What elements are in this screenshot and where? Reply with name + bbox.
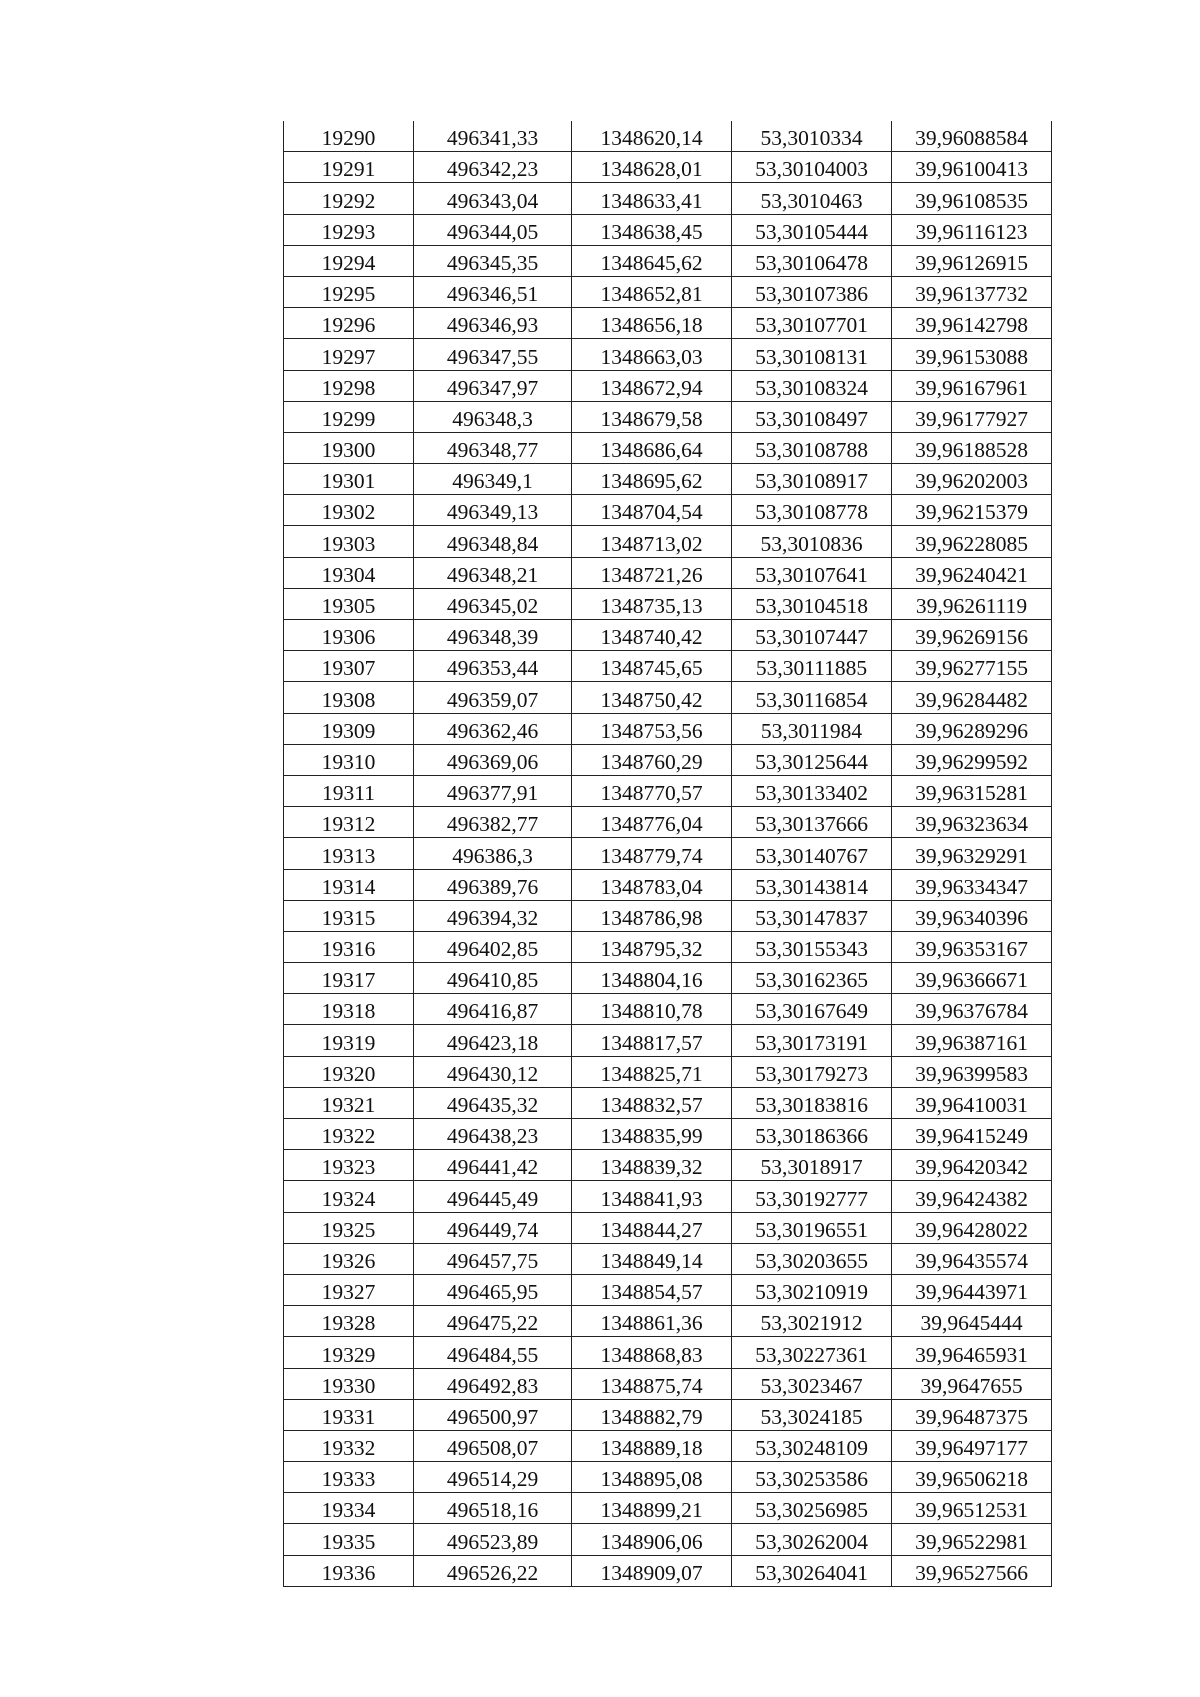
point-number-cell: 19316 [284, 931, 414, 962]
point-number-cell: 19290 [284, 121, 414, 152]
point-number-cell: 19334 [284, 1493, 414, 1524]
y-coordinate-cell: 1348721,26 [572, 557, 732, 588]
y-coordinate-cell: 1348740,42 [572, 620, 732, 651]
table-row [284, 1462, 1052, 1493]
table-row [284, 994, 1052, 1025]
longitude-cell: 39,96228085 [892, 526, 1052, 557]
y-coordinate-cell: 1348745,65 [572, 651, 732, 682]
latitude-cell: 53,30143814 [732, 869, 892, 900]
table-row [284, 713, 1052, 744]
latitude-cell: 53,3024185 [732, 1399, 892, 1430]
y-coordinate-cell: 1348760,29 [572, 744, 732, 775]
x-coordinate-cell: 496475,22 [414, 1306, 572, 1337]
x-coordinate-cell: 496346,93 [414, 308, 572, 339]
latitude-cell: 53,30108778 [732, 495, 892, 526]
latitude-cell: 53,3023467 [732, 1368, 892, 1399]
x-coordinate-cell: 496347,97 [414, 370, 572, 401]
longitude-cell: 39,96126915 [892, 245, 1052, 276]
latitude-cell: 53,3010463 [732, 183, 892, 214]
point-number-cell: 19313 [284, 838, 414, 869]
x-coordinate-cell: 496526,22 [414, 1555, 572, 1586]
table-row [284, 1399, 1052, 1430]
point-number-cell: 19295 [284, 276, 414, 307]
longitude-cell: 39,96512531 [892, 1493, 1052, 1524]
latitude-cell: 53,30210919 [732, 1274, 892, 1305]
latitude-cell: 53,30253586 [732, 1462, 892, 1493]
point-number-cell: 19325 [284, 1212, 414, 1243]
point-number-cell: 19306 [284, 620, 414, 651]
latitude-cell: 53,30108788 [732, 432, 892, 463]
latitude-cell: 53,30262004 [732, 1524, 892, 1555]
table-row [284, 807, 1052, 838]
longitude-cell: 39,96289296 [892, 713, 1052, 744]
longitude-cell: 39,96299592 [892, 744, 1052, 775]
table-row [284, 1524, 1052, 1555]
table-row [284, 1087, 1052, 1118]
latitude-cell: 53,3021912 [732, 1306, 892, 1337]
latitude-cell: 53,30183816 [732, 1087, 892, 1118]
x-coordinate-cell: 496410,85 [414, 963, 572, 994]
table-row [284, 432, 1052, 463]
longitude-cell: 39,96188528 [892, 432, 1052, 463]
latitude-cell: 53,30104003 [732, 152, 892, 183]
table-row [284, 1306, 1052, 1337]
latitude-cell: 53,30107447 [732, 620, 892, 651]
y-coordinate-cell: 1348704,54 [572, 495, 732, 526]
longitude-cell: 39,96399583 [892, 1056, 1052, 1087]
longitude-cell: 39,9645444 [892, 1306, 1052, 1337]
x-coordinate-cell: 496359,07 [414, 682, 572, 713]
longitude-cell: 39,96261119 [892, 588, 1052, 619]
latitude-cell: 53,30125644 [732, 744, 892, 775]
table-row [284, 557, 1052, 588]
x-coordinate-cell: 496369,06 [414, 744, 572, 775]
y-coordinate-cell: 1348645,62 [572, 245, 732, 276]
latitude-cell: 53,30196551 [732, 1212, 892, 1243]
point-number-cell: 19308 [284, 682, 414, 713]
latitude-cell: 53,30107641 [732, 557, 892, 588]
point-number-cell: 19300 [284, 432, 414, 463]
x-coordinate-cell: 496423,18 [414, 1025, 572, 1056]
point-number-cell: 19292 [284, 183, 414, 214]
y-coordinate-cell: 1348753,56 [572, 713, 732, 744]
x-coordinate-cell: 496435,32 [414, 1087, 572, 1118]
longitude-cell: 39,96269156 [892, 620, 1052, 651]
y-coordinate-cell: 1348810,78 [572, 994, 732, 1025]
y-coordinate-cell: 1348895,08 [572, 1462, 732, 1493]
x-coordinate-cell: 496377,91 [414, 775, 572, 806]
longitude-cell: 39,96100413 [892, 152, 1052, 183]
y-coordinate-cell: 1348889,18 [572, 1430, 732, 1461]
y-coordinate-cell: 1348849,14 [572, 1243, 732, 1274]
y-coordinate-cell: 1348695,62 [572, 464, 732, 495]
longitude-cell: 39,96323634 [892, 807, 1052, 838]
longitude-cell: 39,96334347 [892, 869, 1052, 900]
point-number-cell: 19321 [284, 1087, 414, 1118]
y-coordinate-cell: 1348672,94 [572, 370, 732, 401]
latitude-cell: 53,30256985 [732, 1493, 892, 1524]
latitude-cell: 53,30147837 [732, 900, 892, 931]
y-coordinate-cell: 1348825,71 [572, 1056, 732, 1087]
latitude-cell: 53,30192777 [732, 1181, 892, 1212]
table-row [284, 931, 1052, 962]
y-coordinate-cell: 1348875,74 [572, 1368, 732, 1399]
point-number-cell: 19298 [284, 370, 414, 401]
point-number-cell: 19301 [284, 464, 414, 495]
latitude-cell: 53,3011984 [732, 713, 892, 744]
point-number-cell: 19326 [284, 1243, 414, 1274]
table-row [284, 464, 1052, 495]
latitude-cell: 53,30173191 [732, 1025, 892, 1056]
table-row [284, 620, 1052, 651]
point-number-cell: 19312 [284, 807, 414, 838]
latitude-cell: 53,3010334 [732, 121, 892, 152]
coordinates-table [283, 121, 1052, 1587]
y-coordinate-cell: 1348783,04 [572, 869, 732, 900]
table-row [284, 121, 1052, 152]
y-coordinate-cell: 1348652,81 [572, 276, 732, 307]
x-coordinate-cell: 496342,23 [414, 152, 572, 183]
latitude-cell: 53,30162365 [732, 963, 892, 994]
table-row [284, 1493, 1052, 1524]
point-number-cell: 19327 [284, 1274, 414, 1305]
latitude-cell: 53,30108324 [732, 370, 892, 401]
point-number-cell: 19322 [284, 1119, 414, 1150]
y-coordinate-cell: 1348633,41 [572, 183, 732, 214]
latitude-cell: 53,30108497 [732, 401, 892, 432]
longitude-cell: 39,96366671 [892, 963, 1052, 994]
latitude-cell: 53,30107386 [732, 276, 892, 307]
longitude-cell: 39,96142798 [892, 308, 1052, 339]
coordinates-table-body [284, 121, 1052, 1586]
x-coordinate-cell: 496341,33 [414, 121, 572, 152]
table-row [284, 682, 1052, 713]
x-coordinate-cell: 496343,04 [414, 183, 572, 214]
table-row [284, 1181, 1052, 1212]
table-row [284, 401, 1052, 432]
latitude-cell: 53,30111885 [732, 651, 892, 682]
latitude-cell: 53,30116854 [732, 682, 892, 713]
point-number-cell: 19319 [284, 1025, 414, 1056]
y-coordinate-cell: 1348832,57 [572, 1087, 732, 1118]
x-coordinate-cell: 496362,46 [414, 713, 572, 744]
point-number-cell: 19310 [284, 744, 414, 775]
x-coordinate-cell: 496382,77 [414, 807, 572, 838]
x-coordinate-cell: 496441,42 [414, 1150, 572, 1181]
y-coordinate-cell: 1348909,07 [572, 1555, 732, 1586]
point-number-cell: 19320 [284, 1056, 414, 1087]
y-coordinate-cell: 1348776,04 [572, 807, 732, 838]
longitude-cell: 39,96202003 [892, 464, 1052, 495]
table-row [284, 1150, 1052, 1181]
longitude-cell: 39,96424382 [892, 1181, 1052, 1212]
table-row [284, 869, 1052, 900]
y-coordinate-cell: 1348620,14 [572, 121, 732, 152]
longitude-cell: 39,96527566 [892, 1555, 1052, 1586]
latitude-cell: 53,30227361 [732, 1337, 892, 1368]
x-coordinate-cell: 496484,55 [414, 1337, 572, 1368]
x-coordinate-cell: 496386,3 [414, 838, 572, 869]
y-coordinate-cell: 1348735,13 [572, 588, 732, 619]
table-row [284, 1119, 1052, 1150]
latitude-cell: 53,30179273 [732, 1056, 892, 1087]
y-coordinate-cell: 1348686,64 [572, 432, 732, 463]
x-coordinate-cell: 496465,95 [414, 1274, 572, 1305]
point-number-cell: 19328 [284, 1306, 414, 1337]
table-row [284, 963, 1052, 994]
table-row [284, 1430, 1052, 1461]
table-row [284, 1056, 1052, 1087]
y-coordinate-cell: 1348906,06 [572, 1524, 732, 1555]
longitude-cell: 39,96177927 [892, 401, 1052, 432]
x-coordinate-cell: 496508,07 [414, 1430, 572, 1461]
longitude-cell: 39,96137732 [892, 276, 1052, 307]
point-number-cell: 19332 [284, 1430, 414, 1461]
point-number-cell: 19291 [284, 152, 414, 183]
point-number-cell: 19315 [284, 900, 414, 931]
point-number-cell: 19311 [284, 775, 414, 806]
x-coordinate-cell: 496348,77 [414, 432, 572, 463]
latitude-cell: 53,30203655 [732, 1243, 892, 1274]
latitude-cell: 53,30167649 [732, 994, 892, 1025]
x-coordinate-cell: 496457,75 [414, 1243, 572, 1274]
y-coordinate-cell: 1348835,99 [572, 1119, 732, 1150]
x-coordinate-cell: 496394,32 [414, 900, 572, 931]
x-coordinate-cell: 496349,13 [414, 495, 572, 526]
longitude-cell: 39,96215379 [892, 495, 1052, 526]
x-coordinate-cell: 496348,39 [414, 620, 572, 651]
table-row [284, 1368, 1052, 1399]
longitude-cell: 39,96428022 [892, 1212, 1052, 1243]
point-number-cell: 19314 [284, 869, 414, 900]
longitude-cell: 39,96240421 [892, 557, 1052, 588]
longitude-cell: 39,96465931 [892, 1337, 1052, 1368]
longitude-cell: 39,96277155 [892, 651, 1052, 682]
x-coordinate-cell: 496445,49 [414, 1181, 572, 1212]
y-coordinate-cell: 1348713,02 [572, 526, 732, 557]
point-number-cell: 19297 [284, 339, 414, 370]
x-coordinate-cell: 496345,35 [414, 245, 572, 276]
y-coordinate-cell: 1348750,42 [572, 682, 732, 713]
table-row [284, 526, 1052, 557]
longitude-cell: 39,96487375 [892, 1399, 1052, 1430]
latitude-cell: 53,30133402 [732, 775, 892, 806]
point-number-cell: 19304 [284, 557, 414, 588]
longitude-cell: 39,96415249 [892, 1119, 1052, 1150]
latitude-cell: 53,30107701 [732, 308, 892, 339]
table-row [284, 495, 1052, 526]
x-coordinate-cell: 496449,74 [414, 1212, 572, 1243]
table-row [284, 183, 1052, 214]
longitude-cell: 39,96497177 [892, 1430, 1052, 1461]
longitude-cell: 39,96387161 [892, 1025, 1052, 1056]
point-number-cell: 19293 [284, 214, 414, 245]
x-coordinate-cell: 496514,29 [414, 1462, 572, 1493]
table-row [284, 308, 1052, 339]
y-coordinate-cell: 1348770,57 [572, 775, 732, 806]
point-number-cell: 19309 [284, 713, 414, 744]
table-row [284, 245, 1052, 276]
y-coordinate-cell: 1348844,27 [572, 1212, 732, 1243]
point-number-cell: 19331 [284, 1399, 414, 1430]
point-number-cell: 19294 [284, 245, 414, 276]
x-coordinate-cell: 496348,21 [414, 557, 572, 588]
longitude-cell: 39,96340396 [892, 900, 1052, 931]
x-coordinate-cell: 496348,3 [414, 401, 572, 432]
table-row [284, 276, 1052, 307]
longitude-cell: 39,96315281 [892, 775, 1052, 806]
y-coordinate-cell: 1348817,57 [572, 1025, 732, 1056]
latitude-cell: 53,30137666 [732, 807, 892, 838]
point-number-cell: 19324 [284, 1181, 414, 1212]
longitude-cell: 39,96522981 [892, 1524, 1052, 1555]
point-number-cell: 19302 [284, 495, 414, 526]
y-coordinate-cell: 1348786,98 [572, 900, 732, 931]
longitude-cell: 39,96108535 [892, 183, 1052, 214]
table-row [284, 744, 1052, 775]
point-number-cell: 19333 [284, 1462, 414, 1493]
y-coordinate-cell: 1348861,36 [572, 1306, 732, 1337]
point-number-cell: 19296 [284, 308, 414, 339]
y-coordinate-cell: 1348663,03 [572, 339, 732, 370]
point-number-cell: 19336 [284, 1555, 414, 1586]
longitude-cell: 39,96284482 [892, 682, 1052, 713]
longitude-cell: 39,96420342 [892, 1150, 1052, 1181]
latitude-cell: 53,30264041 [732, 1555, 892, 1586]
table-row [284, 1337, 1052, 1368]
table-row [284, 214, 1052, 245]
latitude-cell: 53,30248109 [732, 1430, 892, 1461]
latitude-cell: 53,30106478 [732, 245, 892, 276]
longitude-cell: 39,96410031 [892, 1087, 1052, 1118]
point-number-cell: 19330 [284, 1368, 414, 1399]
x-coordinate-cell: 496492,83 [414, 1368, 572, 1399]
table-row [284, 651, 1052, 682]
y-coordinate-cell: 1348628,01 [572, 152, 732, 183]
y-coordinate-cell: 1348839,32 [572, 1150, 732, 1181]
y-coordinate-cell: 1348804,16 [572, 963, 732, 994]
x-coordinate-cell: 496349,1 [414, 464, 572, 495]
x-coordinate-cell: 496518,16 [414, 1493, 572, 1524]
longitude-cell: 39,96153088 [892, 339, 1052, 370]
latitude-cell: 53,3018917 [732, 1150, 892, 1181]
y-coordinate-cell: 1348638,45 [572, 214, 732, 245]
point-number-cell: 19318 [284, 994, 414, 1025]
x-coordinate-cell: 496344,05 [414, 214, 572, 245]
longitude-cell: 39,96435574 [892, 1243, 1052, 1274]
y-coordinate-cell: 1348882,79 [572, 1399, 732, 1430]
x-coordinate-cell: 496500,97 [414, 1399, 572, 1430]
point-number-cell: 19305 [284, 588, 414, 619]
longitude-cell: 39,96443971 [892, 1274, 1052, 1305]
longitude-cell: 39,96167961 [892, 370, 1052, 401]
x-coordinate-cell: 496438,23 [414, 1119, 572, 1150]
latitude-cell: 53,30104518 [732, 588, 892, 619]
longitude-cell: 39,9647655 [892, 1368, 1052, 1399]
latitude-cell: 53,3010836 [732, 526, 892, 557]
y-coordinate-cell: 1348854,57 [572, 1274, 732, 1305]
point-number-cell: 19307 [284, 651, 414, 682]
x-coordinate-cell: 496347,55 [414, 339, 572, 370]
x-coordinate-cell: 496345,02 [414, 588, 572, 619]
table-row [284, 370, 1052, 401]
y-coordinate-cell: 1348868,83 [572, 1337, 732, 1368]
longitude-cell: 39,96353167 [892, 931, 1052, 962]
longitude-cell: 39,96116123 [892, 214, 1052, 245]
longitude-cell: 39,96329291 [892, 838, 1052, 869]
latitude-cell: 53,30105444 [732, 214, 892, 245]
x-coordinate-cell: 496430,12 [414, 1056, 572, 1087]
latitude-cell: 53,30108131 [732, 339, 892, 370]
y-coordinate-cell: 1348779,74 [572, 838, 732, 869]
y-coordinate-cell: 1348899,21 [572, 1493, 732, 1524]
x-coordinate-cell: 496389,76 [414, 869, 572, 900]
table-row [284, 588, 1052, 619]
y-coordinate-cell: 1348795,32 [572, 931, 732, 962]
point-number-cell: 19323 [284, 1150, 414, 1181]
table-row [284, 1212, 1052, 1243]
y-coordinate-cell: 1348656,18 [572, 308, 732, 339]
y-coordinate-cell: 1348679,58 [572, 401, 732, 432]
x-coordinate-cell: 496346,51 [414, 276, 572, 307]
table-row [284, 1555, 1052, 1586]
point-number-cell: 19335 [284, 1524, 414, 1555]
table-row [284, 1274, 1052, 1305]
longitude-cell: 39,96376784 [892, 994, 1052, 1025]
x-coordinate-cell: 496523,89 [414, 1524, 572, 1555]
x-coordinate-cell: 496416,87 [414, 994, 572, 1025]
longitude-cell: 39,96088584 [892, 121, 1052, 152]
point-number-cell: 19317 [284, 963, 414, 994]
table-row [284, 339, 1052, 370]
table-row [284, 838, 1052, 869]
point-number-cell: 19303 [284, 526, 414, 557]
point-number-cell: 19299 [284, 401, 414, 432]
latitude-cell: 53,30186366 [732, 1119, 892, 1150]
x-coordinate-cell: 496402,85 [414, 931, 572, 962]
latitude-cell: 53,30155343 [732, 931, 892, 962]
latitude-cell: 53,30140767 [732, 838, 892, 869]
table-row [284, 152, 1052, 183]
x-coordinate-cell: 496348,84 [414, 526, 572, 557]
table-row [284, 900, 1052, 931]
y-coordinate-cell: 1348841,93 [572, 1181, 732, 1212]
table-row [284, 775, 1052, 806]
longitude-cell: 39,96506218 [892, 1462, 1052, 1493]
latitude-cell: 53,30108917 [732, 464, 892, 495]
point-number-cell: 19329 [284, 1337, 414, 1368]
table-row [284, 1025, 1052, 1056]
table-row [284, 1243, 1052, 1274]
x-coordinate-cell: 496353,44 [414, 651, 572, 682]
